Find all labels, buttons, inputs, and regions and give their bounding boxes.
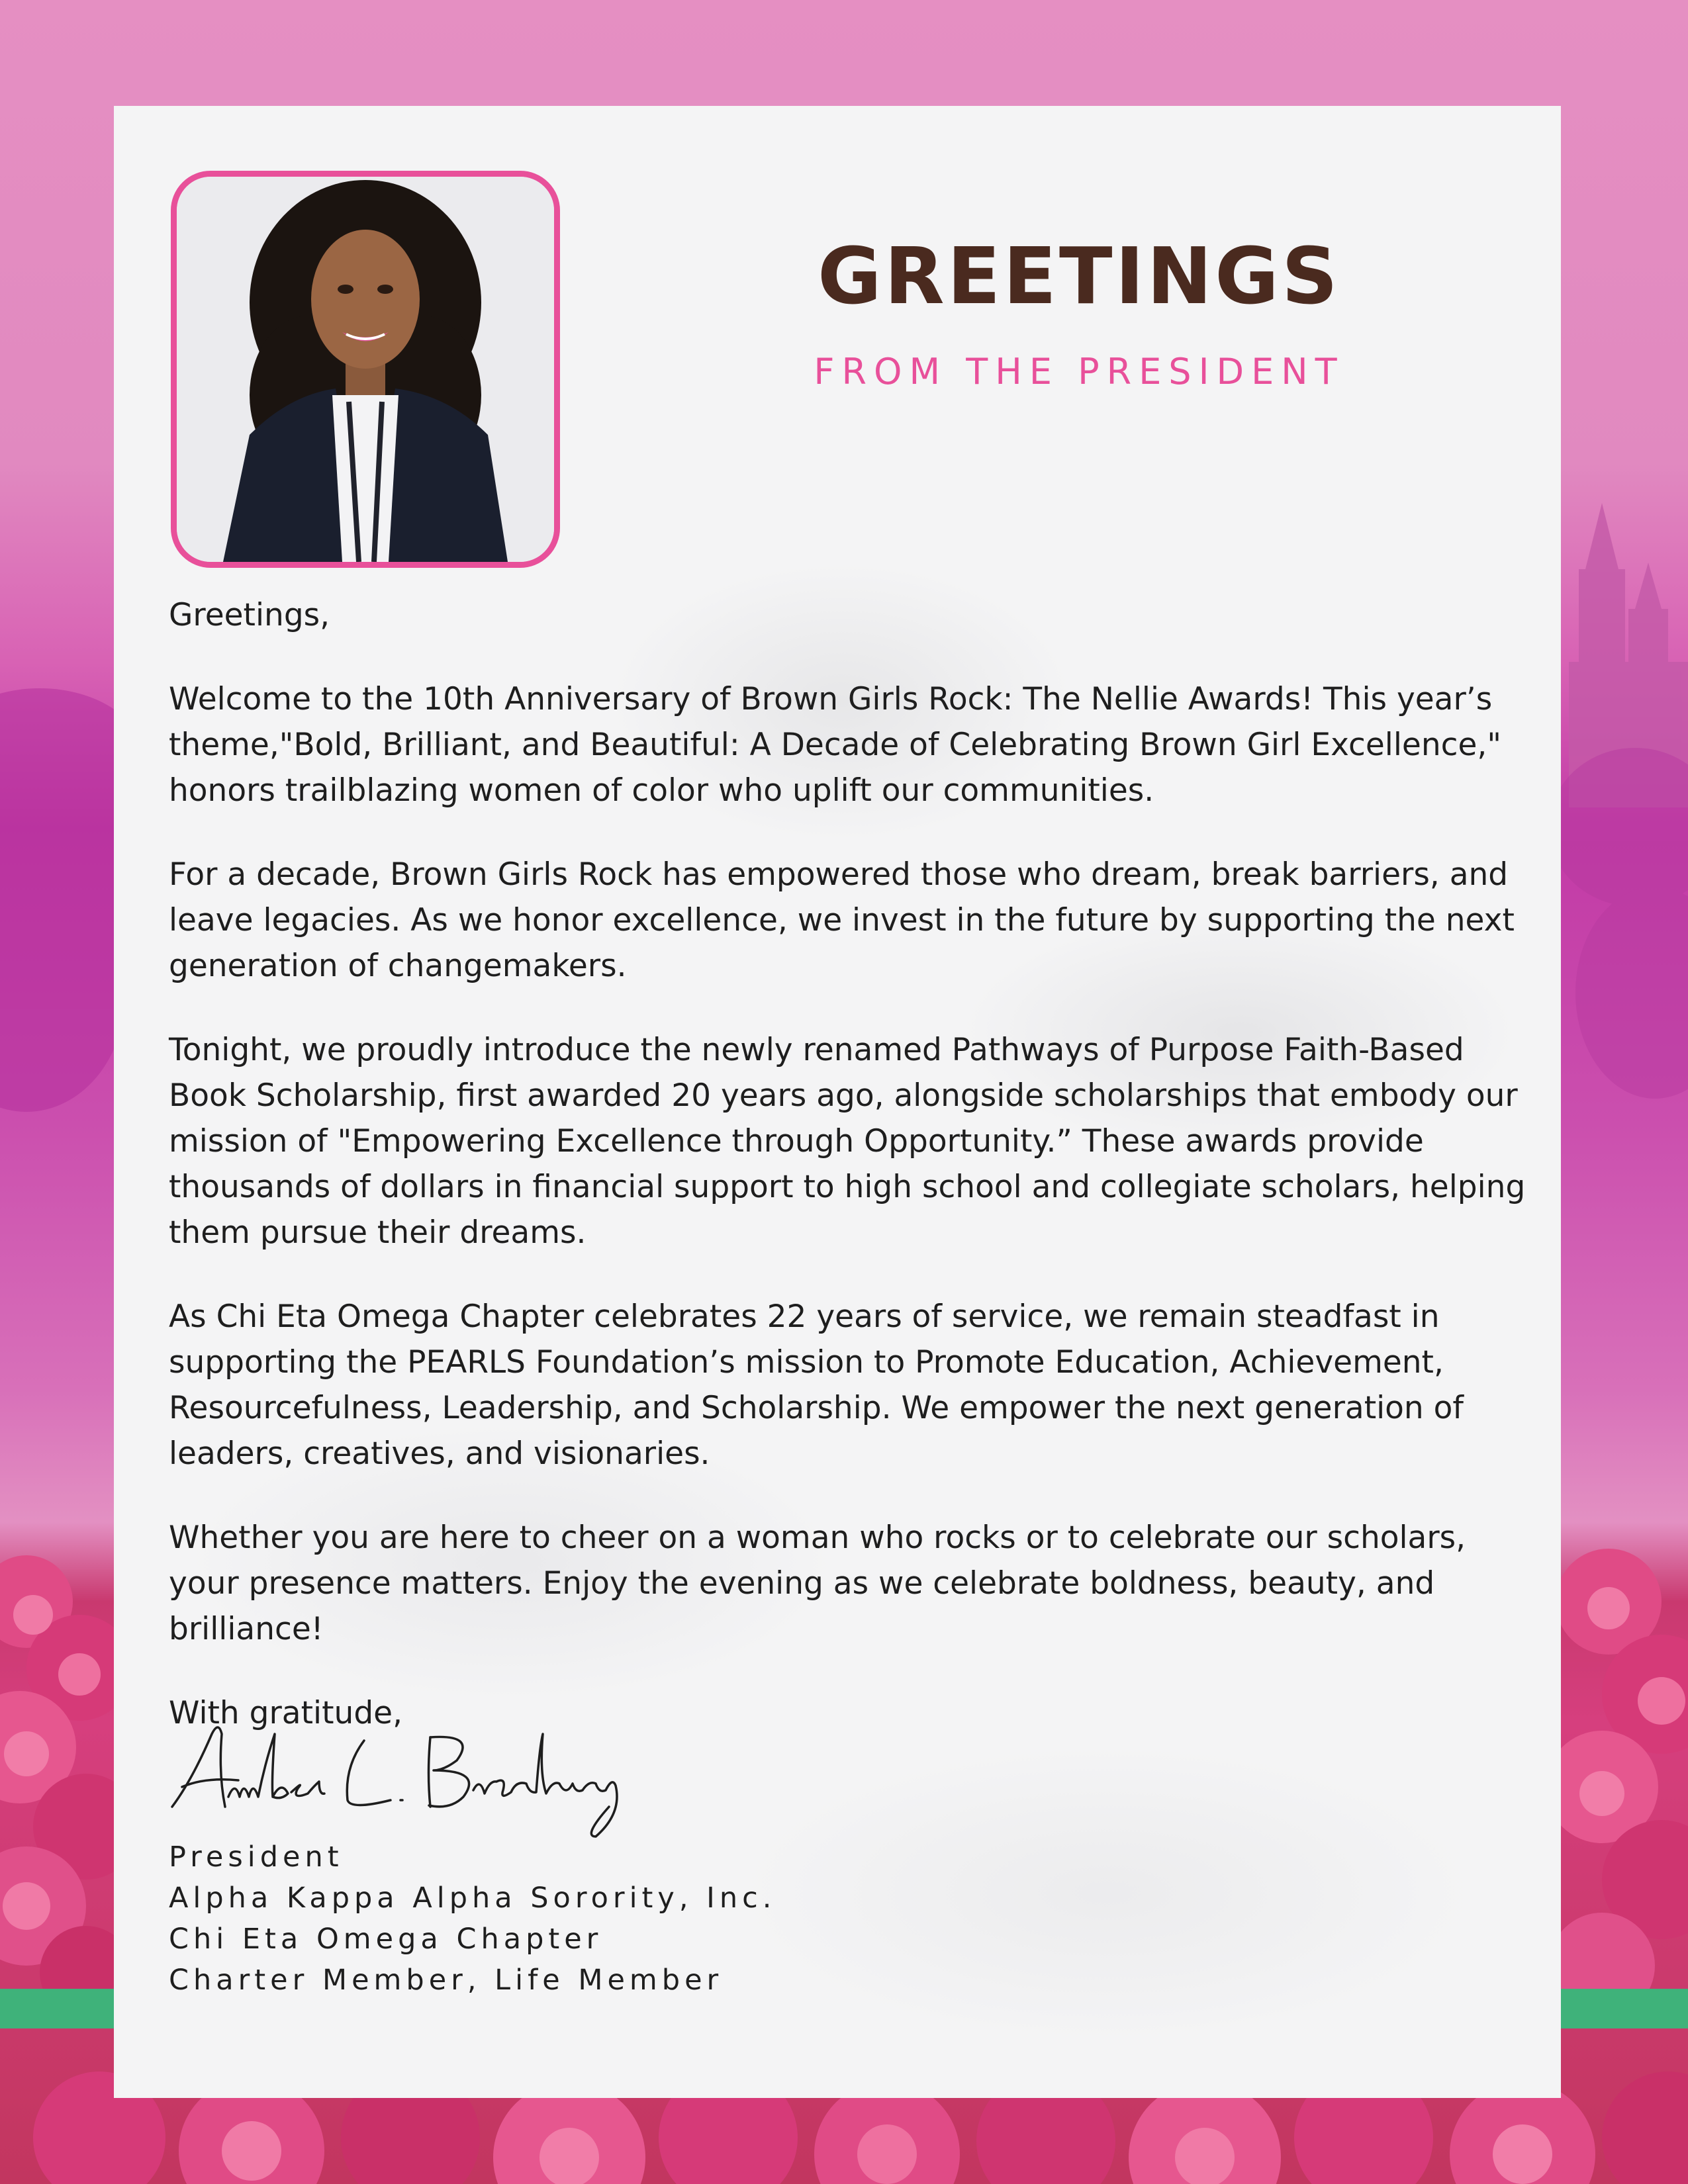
- closing: With gratitude,: [169, 1695, 403, 1731]
- paragraph: Tonight, we proudly introduce the newly renamed Pathways of Purpose Faith-Based Book Scholarship, first awarded 20 years ago, alongside scholarships that embody our mission of "Empowering Excellence through Opportunity.” These awards provide thousands of dollars in financial support to high school and collegiate scholars, helping them pursue their dreams.: [169, 1032, 1526, 1251]
- signer-title: President: [169, 1841, 344, 1874]
- signature-block: [169, 1837, 776, 2001]
- signer-organization: Alpha Kappa Alpha Sorority, Inc.: [169, 1882, 776, 1915]
- portrait-icon: [177, 177, 554, 562]
- signer-chapter: Chi Eta Omega Chapter: [169, 1923, 603, 1956]
- signer-membership: Charter Member, Life Member: [169, 1964, 724, 1997]
- roses-right: [1546, 1549, 1688, 2019]
- paragraph: Whether you are here to cheer on a woman who rocks or to celebrate our scholars, your presence matters. Enjoy the evening as we celebrate boldness, beauty, and brilliance!: [169, 1520, 1466, 1647]
- handwritten-signature: [165, 1707, 642, 1840]
- paragraph: For a decade, Brown Girls Rock has empowered those who dream, break barriers, and leave legacies. As we honor excellence, we invest in the future by supporting the next generation of changemakers.: [169, 856, 1515, 984]
- page-subtitle: FROM THE PRESIDENT: [814, 351, 1344, 392]
- paragraph: Welcome to the 10th Anniversary of Brown Girls Rock: The Nellie Awards! This year’s theme,"Bold, Brilliant, and Beautiful: A Decade of Celebrating Brown Girl Excellence," honors trailblazing women of color who uplift our communities.: [169, 681, 1501, 809]
- portrait-photo-frame: [171, 171, 560, 568]
- paragraph: As Chi Eta Omega Chapter celebrates 22 years of service, we remain steadfast in supporting the PEARLS Foundation’s mission to Promote Education, Achievement, Resourcefulness, Leadership, and Scholarship. We empower the next generation of leaders, creatives, and visionaries.: [169, 1298, 1464, 1472]
- salutation: Greetings,: [169, 597, 330, 633]
- tree-mist-right: [1549, 748, 1688, 1099]
- letter-body: [169, 592, 1532, 1774]
- page-title: GREETINGS: [818, 230, 1340, 322]
